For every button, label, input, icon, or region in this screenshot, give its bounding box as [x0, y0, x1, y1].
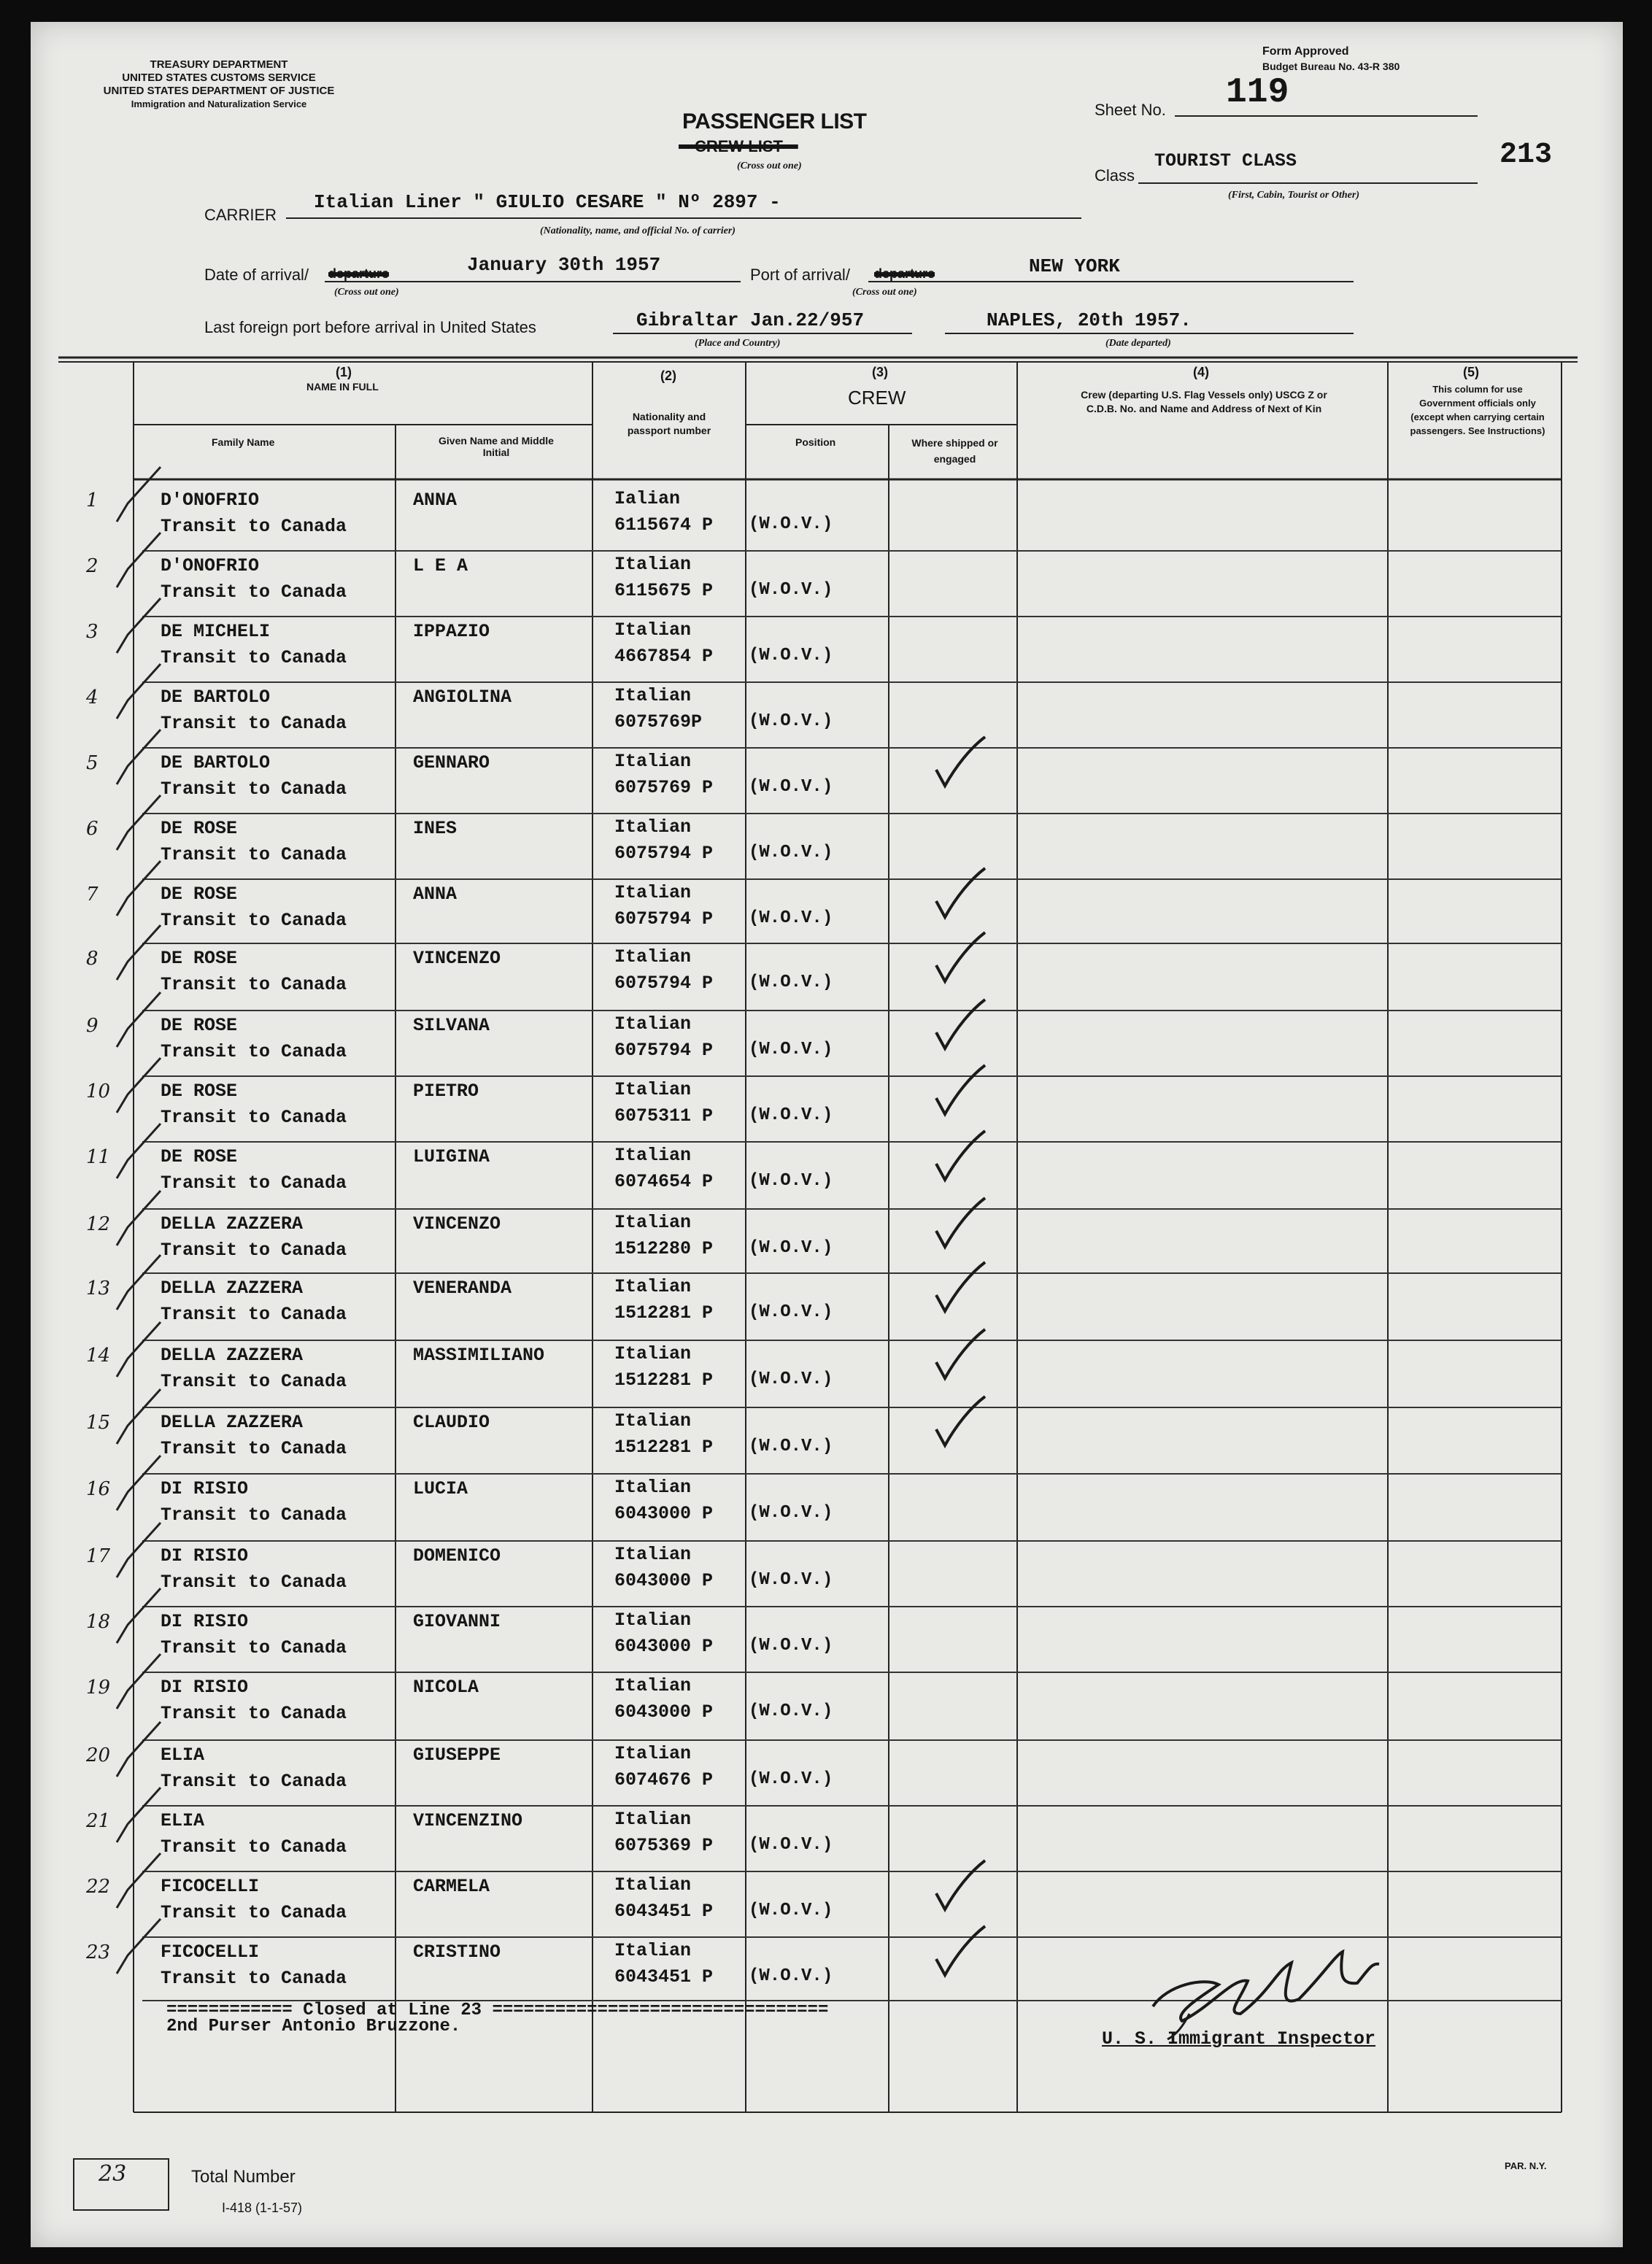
row-tick-mark [109, 1650, 168, 1716]
nationality: Italian [614, 1743, 692, 1764]
row-number: 3 [86, 621, 99, 643]
nationality: Italian [614, 1013, 692, 1035]
remark: Transit to Canada [161, 844, 347, 865]
printer-mark: PAR. N.Y. [1505, 2160, 1547, 2171]
form-title: PASSENGER LIST [682, 109, 867, 134]
table-row [0, 814, 1652, 879]
family-name: DE MICHELI [161, 621, 271, 642]
remark: Transit to Canada [161, 974, 347, 995]
row-tick-mark [109, 660, 168, 726]
crew-position: (W.O.V.) [749, 1238, 833, 1258]
row-number: 12 [86, 1213, 111, 1235]
check-mark-icon [930, 1259, 989, 1317]
given-name: LUCIA [413, 1478, 468, 1499]
row-number: 7 [86, 884, 99, 905]
passport-number: 1512281 P [614, 1302, 714, 1324]
nationality: Italian [614, 1276, 692, 1297]
given-name: VINCENZINO [413, 1810, 523, 1831]
row-number: 13 [86, 1278, 111, 1299]
table-row [0, 682, 1652, 748]
port-underline [868, 281, 1354, 282]
remark: Transit to Canada [161, 516, 347, 537]
remark: Transit to Canada [161, 582, 347, 603]
family-name: D'ONOFRIO [161, 490, 260, 511]
remark: Transit to Canada [161, 1703, 347, 1724]
given-name: PIETRO [413, 1081, 479, 1102]
row-number: 22 [86, 1876, 111, 1898]
row-tick-mark [109, 1386, 168, 1451]
row-tick-mark [109, 1251, 168, 1317]
given-name: MASSIMILIANO [413, 1345, 545, 1366]
family-name: DE BARTOLO [161, 752, 271, 773]
given-name: CLAUDIO [413, 1412, 490, 1433]
remark: Transit to Canada [161, 1304, 347, 1325]
inspector-signature [1124, 1941, 1430, 2043]
row-tick-mark [109, 529, 168, 595]
col1-family-header: Family Name [212, 436, 275, 448]
table-row [0, 1871, 1652, 1937]
table-row [0, 1011, 1652, 1076]
col3-position-header: Position [795, 436, 836, 448]
nationality: Italian [614, 882, 692, 903]
remark: Transit to Canada [161, 1504, 347, 1526]
departed-note: (Date departed) [1105, 338, 1171, 349]
row-number: 23 [86, 1942, 111, 1963]
row-number: 5 [86, 752, 99, 774]
closed-at-line: ============ Closed at Line 23 ================================ [166, 2001, 829, 2020]
family-name: DE ROSE [161, 948, 238, 969]
family-name: DE ROSE [161, 818, 238, 839]
row-number: 4 [86, 687, 99, 708]
passport-number: 6115675 P [614, 580, 714, 601]
check-mark-icon [930, 733, 989, 792]
table-row [0, 1076, 1652, 1142]
passport-number: 6043000 P [614, 1636, 714, 1657]
row-tick-mark [109, 1519, 168, 1585]
given-name: SILVANA [413, 1015, 490, 1036]
row-number: 9 [86, 1015, 99, 1037]
nationality: Italian [614, 685, 692, 706]
passport-number: 6075794 P [614, 973, 714, 994]
table-row [0, 1541, 1652, 1607]
crew-position: (W.O.V.) [749, 973, 833, 992]
col5-number: (5) [1463, 365, 1479, 379]
passport-number: 6075311 P [614, 1105, 714, 1127]
port-label: Port of arrival/ [750, 266, 850, 284]
crew-position: (W.O.V.) [749, 843, 833, 862]
row-number: 6 [86, 818, 99, 840]
row-number: 8 [86, 948, 99, 970]
agency-line-ins: Immigration and Naturalization Service [131, 98, 307, 109]
crew-position: (W.O.V.) [749, 711, 833, 731]
row-tick-mark [109, 1718, 168, 1784]
remark: Transit to Canada [161, 713, 347, 734]
carrier-value: Italian Liner " GIULIO CESARE " Nº 2897 - [314, 191, 781, 213]
nationality: Ialian [614, 488, 681, 509]
carrier-note: (Nationality, name, and official No. of carrier) [540, 225, 736, 236]
check-mark-icon [930, 1857, 989, 1915]
crew-position: (W.O.V.) [749, 1171, 833, 1191]
family-name: DELLA ZAZZERA [161, 1345, 304, 1366]
given-name: IPPAZIO [413, 621, 490, 642]
carrier-label: CARRIER [204, 206, 277, 224]
nationality: Italian [614, 1477, 692, 1498]
crew-position: (W.O.V.) [749, 1040, 833, 1059]
row-tick-mark [109, 792, 168, 857]
table-row [0, 485, 1652, 551]
row-number: 10 [86, 1081, 111, 1102]
passport-number: 6043000 P [614, 1503, 714, 1524]
budget-bureau: Budget Bureau No. 43-R 380 [1262, 61, 1400, 72]
crew-list-struck: ---CREW LIST--- [679, 137, 798, 155]
row-tick-mark [109, 857, 168, 923]
family-name: ELIA [161, 1810, 205, 1831]
row-number: 1 [86, 490, 99, 511]
check-mark-icon [930, 1194, 989, 1253]
table-row [0, 1474, 1652, 1541]
nationality: Italian [614, 554, 692, 575]
crew-position: (W.O.V.) [749, 1570, 833, 1590]
given-name: GIOVANNI [413, 1611, 501, 1632]
check-mark-icon [930, 1393, 989, 1451]
family-name: DELLA ZAZZERA [161, 1278, 304, 1299]
given-name: L E A [413, 555, 468, 576]
given-name: LUIGINA [413, 1146, 490, 1167]
passport-number: 6075794 P [614, 1040, 714, 1061]
passport-number: 6074676 P [614, 1769, 714, 1790]
agency-line-justice: UNITED STATES DEPARTMENT OF JUSTICE [103, 85, 335, 97]
row-number: 18 [86, 1611, 111, 1633]
remark: Transit to Canada [161, 910, 347, 931]
family-name: DE ROSE [161, 1015, 238, 1036]
port-value: NEW YORK [1029, 255, 1120, 277]
row-tick-mark [109, 1915, 168, 1981]
family-name: DE ROSE [161, 1081, 238, 1102]
last-port-value: Gibraltar Jan.22/957 [636, 309, 865, 331]
page-number: 213 [1499, 139, 1553, 171]
passport-number: 6075794 P [614, 843, 714, 864]
agency-line-customs: UNITED STATES CUSTOMS SERVICE [122, 72, 316, 84]
cross-out-note-port: (Cross out one) [852, 287, 917, 298]
check-mark-icon [930, 1923, 989, 1981]
row-tick-mark [109, 1585, 168, 1650]
row-tick-mark [109, 1120, 168, 1186]
family-name: DI RISIO [161, 1478, 249, 1499]
remark: Transit to Canada [161, 1041, 347, 1062]
family-name: DI RISIO [161, 1677, 249, 1698]
crew-position: (W.O.V.) [749, 1105, 833, 1125]
row-tick-mark [109, 1318, 168, 1384]
remark: Transit to Canada [161, 1836, 347, 1858]
row-tick-mark [109, 989, 168, 1054]
nationality: Italian [614, 816, 692, 838]
arrival-struck: departure [328, 266, 390, 281]
crew-position: (W.O.V.) [749, 514, 833, 534]
passport-number: 4667854 P [614, 646, 714, 667]
given-name: ANNA [413, 884, 458, 905]
col4-title: Crew (departing U.S. Flag Vessels only) USCG Z or C.D.B. No. and Name and Address of Next of Kin [1081, 389, 1327, 414]
passport-number: 1512281 P [614, 1369, 714, 1391]
given-name: VINCENZO [413, 948, 501, 969]
col2-title: Nationality and passport number [627, 411, 711, 436]
given-name: VINCENZO [413, 1213, 501, 1235]
crew-position: (W.O.V.) [749, 1503, 833, 1523]
last-port-note: (Place and Country) [695, 338, 781, 349]
remark: Transit to Canada [161, 1572, 347, 1593]
given-name: CARMELA [413, 1876, 490, 1897]
table-row [0, 1607, 1652, 1672]
departed-value: NAPLES, 20th 1957. [987, 309, 1192, 331]
crew-position: (W.O.V.) [749, 1701, 833, 1721]
inspector-label: U. S. Immigrant Inspector [1102, 2028, 1376, 2049]
family-name: DELLA ZAZZERA [161, 1412, 304, 1433]
family-name: DE ROSE [161, 884, 238, 905]
table-row [0, 879, 1652, 943]
check-mark-icon [930, 865, 989, 923]
row-tick-mark [109, 1187, 168, 1253]
passport-number: 6043000 P [614, 1701, 714, 1723]
row-number: 15 [86, 1412, 111, 1434]
total-number-value: 23 [99, 2161, 127, 2187]
nationality: Italian [614, 1212, 692, 1233]
passport-number: 1512280 P [614, 1238, 714, 1259]
last-port-label: Last foreign port before arrival in United States [204, 318, 536, 336]
nationality: Italian [614, 1079, 692, 1100]
total-number-label: Total Number [191, 2167, 296, 2187]
row-number: 14 [86, 1345, 111, 1367]
agency-block [66, 58, 372, 111]
table-row [0, 1340, 1652, 1407]
nationality: Italian [614, 1940, 692, 1961]
crew-position: (W.O.V.) [749, 1966, 833, 1986]
table-row [0, 748, 1652, 814]
passport-number: 6043451 P [614, 1901, 714, 1922]
table-row [0, 943, 1652, 1011]
passport-number: 6075769P [614, 711, 703, 733]
table-row [0, 617, 1652, 682]
purser-signature: 2nd Purser Antonio Bruzzone. [166, 2017, 461, 2036]
passport-number: 1512281 P [614, 1437, 714, 1458]
remark: Transit to Canada [161, 1438, 347, 1459]
crew-position: (W.O.V.) [749, 1901, 833, 1920]
nationality: Italian [614, 1145, 692, 1166]
crew-position: (W.O.V.) [749, 1636, 833, 1655]
nationality: Italian [614, 946, 692, 967]
row-tick-mark [109, 1054, 168, 1120]
passport-number: 6074654 P [614, 1171, 714, 1192]
col5-title: This column for use Government officials only (except when carrying certain passengers. See Instructions) [1410, 384, 1545, 436]
table-row [0, 1672, 1652, 1740]
class-value: TOURIST CLASS [1154, 150, 1297, 171]
family-name: DE BARTOLO [161, 687, 271, 708]
sheet-label: Sheet No. [1095, 101, 1166, 119]
row-number: 21 [86, 1810, 111, 1832]
crew-position: (W.O.V.) [749, 580, 833, 600]
sheet-underline [1175, 115, 1478, 117]
table-row [0, 1142, 1652, 1209]
row-tick-mark [109, 1452, 168, 1518]
nationality: Italian [614, 1675, 692, 1696]
agency-line-treasury: TREASURY DEPARTMENT [150, 58, 288, 71]
remark: Transit to Canada [161, 1902, 347, 1923]
arrival-label: Date of arrival/ [204, 266, 309, 284]
crew-position: (W.O.V.) [749, 646, 833, 665]
passport-number: 6075369 P [614, 1835, 714, 1856]
crew-position: (W.O.V.) [749, 1769, 833, 1789]
row-number: 20 [86, 1745, 111, 1766]
remark: Transit to Canada [161, 1240, 347, 1261]
col2-number: (2) [660, 368, 676, 383]
crew-position: (W.O.V.) [749, 908, 833, 928]
remark: Transit to Canada [161, 1637, 347, 1658]
remark: Transit to Canada [161, 1172, 347, 1194]
col1-given-header: Given Name and Middle Initial [439, 435, 554, 458]
nationality: Italian [614, 1874, 692, 1896]
given-name: GENNARO [413, 752, 490, 773]
cross-out-note-title: (Cross out one) [737, 161, 802, 171]
row-number: 17 [86, 1545, 111, 1567]
given-name: VENERANDA [413, 1278, 512, 1299]
family-name: D'ONOFRIO [161, 555, 260, 576]
sheet-number: 119 [1226, 73, 1289, 112]
row-tick-mark [109, 463, 168, 529]
crew-position: (W.O.V.) [749, 777, 833, 797]
nationality: Italian [614, 751, 692, 772]
row-number: 19 [86, 1677, 111, 1699]
check-mark-icon [930, 996, 989, 1054]
crew-position: (W.O.V.) [749, 1302, 833, 1322]
form-number: I-418 (1-1-57) [222, 2201, 303, 2215]
family-name: DE ROSE [161, 1146, 238, 1167]
row-tick-mark [109, 1784, 168, 1850]
family-name: DI RISIO [161, 1545, 249, 1566]
passport-number: 6075769 P [614, 777, 714, 798]
arrival-value: January 30th 1957 [467, 254, 661, 276]
crew-position: (W.O.V.) [749, 1437, 833, 1456]
remark: Transit to Canada [161, 1968, 347, 1989]
arrival-underline [325, 281, 741, 282]
given-name: CRISTINO [413, 1942, 501, 1963]
passport-number: 6115674 P [614, 514, 714, 536]
family-name: DELLA ZAZZERA [161, 1213, 304, 1235]
check-mark-icon [930, 1062, 989, 1120]
col3-number: (3) [872, 365, 888, 379]
row-tick-mark [109, 595, 168, 660]
row-tick-mark [109, 1850, 168, 1915]
table-row [0, 1209, 1652, 1273]
class-note: (First, Cabin, Tourist or Other) [1228, 190, 1359, 201]
crew-position: (W.O.V.) [749, 1369, 833, 1389]
check-mark-icon [930, 929, 989, 987]
port-struck: departure [874, 266, 935, 281]
nationality: Italian [614, 1410, 692, 1432]
given-name: ANNA [413, 490, 458, 511]
passport-number: 6075794 P [614, 908, 714, 930]
check-mark-icon [930, 1326, 989, 1384]
table-row [0, 551, 1652, 617]
family-name: FICOCELLI [161, 1942, 260, 1963]
crew-position: (W.O.V.) [749, 1835, 833, 1855]
remark: Transit to Canada [161, 1107, 347, 1128]
family-name: ELIA [161, 1745, 205, 1766]
given-name: GIUSEPPE [413, 1745, 501, 1766]
col3-title: CREW [848, 387, 906, 409]
departed-underline [945, 333, 1354, 334]
given-name: ANGIOLINA [413, 687, 512, 708]
nationality: Italian [614, 1809, 692, 1830]
nationality: Italian [614, 1544, 692, 1565]
nationality: Italian [614, 1343, 692, 1364]
given-name: NICOLA [413, 1677, 479, 1698]
given-name: INES [413, 818, 458, 839]
family-name: FICOCELLI [161, 1876, 260, 1897]
nationality: Italian [614, 619, 692, 641]
table-row [0, 1273, 1652, 1340]
col3-shipped-header: Where shipped or engaged [911, 437, 998, 465]
class-underline [1138, 182, 1478, 184]
last-port-underline [613, 333, 912, 334]
passport-number: 6043000 P [614, 1570, 714, 1591]
remark: Transit to Canada [161, 1771, 347, 1792]
row-number: 16 [86, 1478, 111, 1500]
col4-number: (4) [1193, 365, 1209, 379]
table-row [0, 1806, 1652, 1871]
family-name: DI RISIO [161, 1611, 249, 1632]
table-row [0, 1407, 1652, 1474]
col1-number: (1) [336, 365, 352, 379]
cross-out-note-arrival: (Cross out one) [334, 287, 399, 298]
row-number: 11 [86, 1146, 111, 1168]
nationality: Italian [614, 1610, 692, 1631]
row-tick-mark [109, 922, 168, 987]
remark: Transit to Canada [161, 779, 347, 800]
table-row [0, 1740, 1652, 1806]
row-tick-mark [109, 726, 168, 792]
col1-title: NAME IN FULL [306, 381, 379, 393]
remark: Transit to Canada [161, 1371, 347, 1392]
passport-number: 6043451 P [614, 1966, 714, 1987]
given-name: DOMENICO [413, 1545, 501, 1566]
row-number: 2 [86, 555, 99, 577]
class-label: Class [1095, 166, 1135, 185]
remark: Transit to Canada [161, 647, 347, 668]
carrier-underline [286, 217, 1081, 219]
check-mark-icon [930, 1127, 989, 1186]
form-approved: Form Approved [1262, 45, 1349, 58]
